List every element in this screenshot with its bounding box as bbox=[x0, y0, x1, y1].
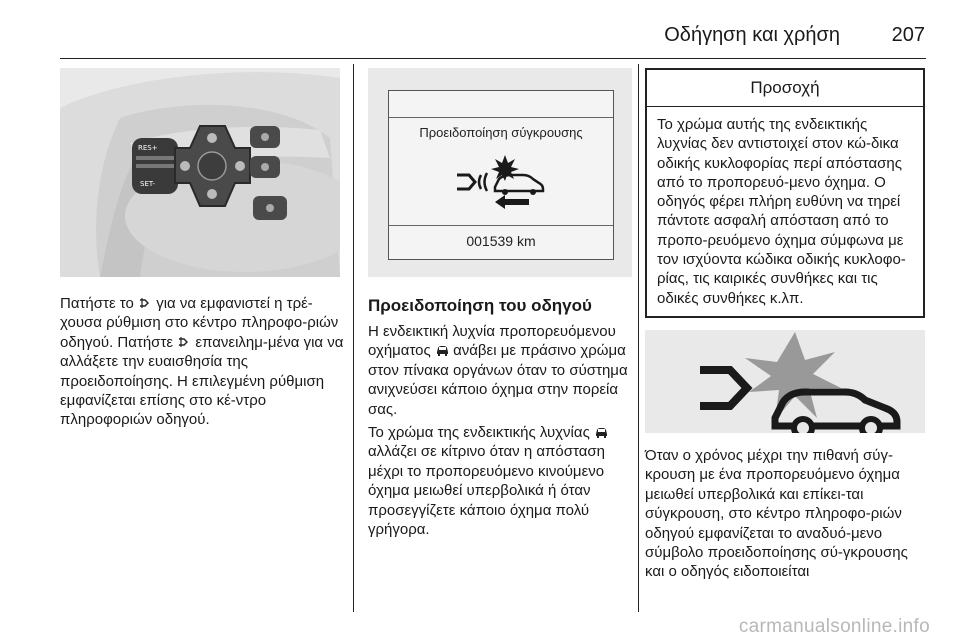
caution-title: Προσοχή bbox=[647, 70, 923, 107]
column-divider bbox=[638, 64, 639, 612]
page-number: 207 bbox=[891, 24, 925, 46]
res-button-label: RES+ bbox=[138, 144, 158, 152]
column-1-text bbox=[60, 294, 346, 430]
display-figure bbox=[368, 68, 632, 277]
column-2-text bbox=[368, 322, 634, 539]
section-heading: Προειδοποίηση του οδηγού bbox=[368, 296, 592, 315]
paragraph: Όταν ο χρόνος μέχρι την πιθανή σύγ-κρουση με ένα προπορευόμενο όχημα μειωθεί υπερβολικά και επίκει-ται σύγκρουση, στο κέντρο πληροφο-ριών οδηγού εμφανίζεται το αναδυό-μενο σύμβολο προειδοποίησης σύ-γκρουσης και ο οδηγός ειδοποιείται bbox=[645, 447, 908, 581]
paragraph: Πατήστε το για να εμφανιστεί η τρέ-χουσα ρύθμιση στο κέντρο πληροφο-ριών οδηγού. Πατήστε επανειλημ-μένα για να αλλάξετε την ευαισθησία της προειδοποίησης. Η επιλεγμένη ρύθμιση εμφανίζεται επίσης στο κέ-ντρο πληροφοριών οδηγού. bbox=[60, 295, 344, 429]
collision-warning-icon bbox=[451, 149, 561, 213]
column-divider bbox=[353, 64, 354, 612]
display-title: Προειδοποίηση σύγκρουσης bbox=[419, 125, 583, 140]
instrument-display bbox=[388, 90, 614, 260]
caution-text: Το χρώμα αυτής της ενδεικτικής λυχνίας δεν αντιστοιχεί στον κώ-δικα οδικής κυκλοφορίας περί απόστασης από το προπορευό-μενο όχημα. Ο οδηγός φέρει πλήρη ευθύνη να τηρεί πάντοτε ασφαλή απόσταση από το προπο-ρευόμενο όχημα σύμφωνα με τον ισχύοντα κώδικα οδικής κυκλοφο-ρίας, τις καιρικές συνθήκες και τις οδικές συνθήκες κ.λπ. bbox=[657, 116, 906, 307]
watermark: carmanualsonline.info bbox=[738, 616, 930, 637]
page-running-title: Οδήγηση και χρήση bbox=[664, 24, 840, 46]
collision-illustration-figure bbox=[645, 330, 925, 433]
column-3-text bbox=[645, 446, 929, 582]
paragraph: Το χρώμα της ενδεικτικής λυχνίας αλλάζει σε κίτρινο όταν η απόσταση μέχρι το προπορευόμενο κινούμενο όχημα μειωθεί υπερβολικά ή όταν προσεγγίζετε κάποιο όχημα πολύ γρήγορα. bbox=[368, 423, 634, 539]
distance-setting-icon bbox=[177, 336, 191, 348]
vehicle-ahead-icon bbox=[435, 344, 449, 356]
collision-illustration-icon bbox=[645, 330, 925, 433]
steering-wheel-controls-icon bbox=[60, 68, 340, 277]
odometer-readout: 001539 km bbox=[466, 233, 536, 249]
header-rule bbox=[60, 58, 926, 59]
caution-box bbox=[645, 68, 925, 318]
set-button-label: SET- bbox=[140, 180, 156, 188]
paragraph: Η ενδεικτική λυχνία προπορευόμενου οχήματος ανάβει με πράσινο χρώμα στον πίνακα οργάνων όταν το σύστημα ανιχνεύσει κάποιο όχημα στην πορεία σας. bbox=[368, 323, 628, 418]
vehicle-ahead-icon bbox=[594, 426, 608, 438]
distance-setting-icon bbox=[138, 297, 152, 309]
steering-wheel-figure bbox=[60, 68, 340, 277]
